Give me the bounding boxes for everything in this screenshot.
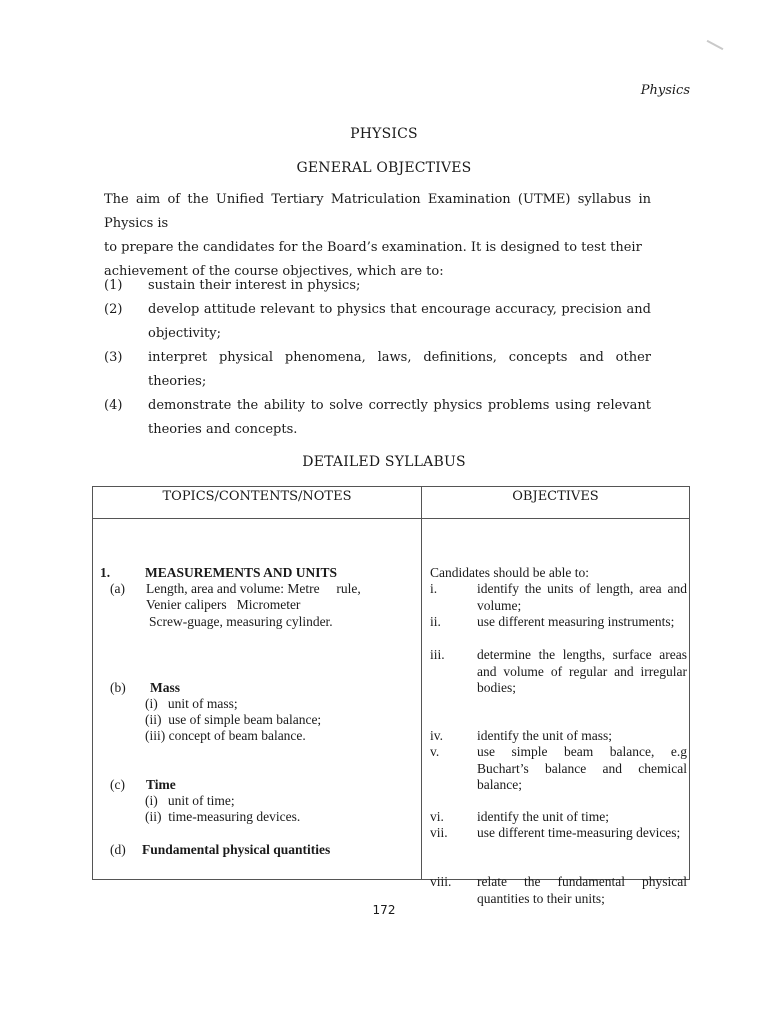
objective-text: relate the fundamental physical quantities to their units;: [477, 874, 687, 906]
objective-label: iii.: [430, 647, 445, 662]
sub-text: Screw-guage, measuring cylinder.: [149, 614, 333, 629]
objective-label: ii.: [430, 614, 441, 629]
intro-line: to prepare the candidates for the Board’s examination. It is designed to test their: [104, 240, 642, 255]
list-item: [104, 298, 651, 346]
list-item-number: (4): [104, 398, 123, 413]
sub-label-b: (b): [110, 680, 126, 695]
table-row: [93, 519, 690, 880]
sub-title: Time: [146, 777, 176, 792]
sub-text: (iii) concept of beam balance.: [145, 728, 306, 743]
page-corner-mark: [707, 40, 724, 50]
page-number: 172: [372, 903, 396, 917]
list-item-number: (1): [104, 278, 123, 293]
syllabus-table: [92, 486, 690, 906]
list-item-text: interpret physical phenomena, laws, definitions, concepts and other theories;: [148, 350, 651, 389]
sub-title: Fundamental physical quantities: [142, 842, 331, 857]
objective-text: identify the unit of mass;: [477, 728, 612, 743]
sub-text: (i) unit of mass;: [145, 696, 238, 711]
column-header-topics: TOPICS/CONTENTS/NOTES: [93, 487, 422, 519]
table-header-row: [93, 487, 690, 519]
objective-text: use simple beam balance, e.g Buchart’s balance and chemical balance;: [477, 744, 687, 792]
topic-number: 1.: [100, 565, 111, 580]
objectives-cell: [422, 519, 690, 906]
list-item-number: (3): [104, 350, 123, 365]
objective-text: use different time-measuring devices;: [477, 825, 681, 840]
list-item: [104, 394, 651, 442]
objective-text: use different measuring instruments;: [477, 614, 675, 629]
running-head: Physics: [640, 83, 690, 98]
sub-text: (ii) time-measuring devices.: [145, 809, 301, 824]
topic-title: MEASUREMENTS AND UNITS: [145, 565, 338, 580]
objective-label: vii.: [430, 825, 448, 840]
topics-cell: [93, 519, 422, 880]
list-item-text: develop attitude relevant to physics that encourage accuracy, precision and objectivity;: [148, 302, 651, 341]
list-item-number: (2): [104, 302, 123, 317]
objective-label: viii.: [430, 874, 452, 889]
list-item: [104, 346, 651, 394]
list-item-text: sustain their interest in physics;: [148, 278, 361, 293]
objectives-intro: Candidates should be able to:: [430, 565, 589, 580]
objective-text: determine the lengths, surface areas and volume of regular and irregular bodies;: [477, 647, 687, 695]
objective-text: identify the unit of time;: [477, 809, 609, 824]
sub-text: Venier calipers Micrometer: [146, 597, 301, 612]
detailed-syllabus-heading: DETAILED SYLLABUS: [302, 454, 466, 470]
sub-label-a: (a): [110, 581, 125, 596]
intro-paragraph: [104, 188, 651, 284]
list-item-text: demonstrate the ability to solve correctly physics problems using relevant theories and concepts.: [148, 398, 651, 437]
objective-label: iv.: [430, 728, 443, 743]
sub-label-d: (d): [110, 842, 126, 857]
sub-text: Length, area and volume: Metre rule,: [146, 581, 361, 596]
sub-text: (i) unit of time;: [145, 793, 235, 808]
subject-title: PHYSICS: [350, 126, 418, 142]
objective-label: vi.: [430, 809, 444, 824]
objective-label: i.: [430, 581, 438, 596]
sub-text: (ii) use of simple beam balance;: [145, 712, 322, 727]
objective-label: v.: [430, 744, 440, 759]
column-header-objectives: OBJECTIVES: [422, 487, 690, 519]
sub-label-c: (c): [110, 777, 125, 792]
general-objectives-heading: GENERAL OBJECTIVES: [296, 160, 472, 176]
intro-line: achievement of the course objectives, which are to:: [104, 264, 444, 279]
list-item: [104, 274, 651, 298]
sub-title: Mass: [150, 680, 180, 695]
intro-line: The aim of the Unified Tertiary Matriculation Examination (UTME) syllabus in Physics is: [104, 192, 651, 231]
objective-text: identify the units of length, area and volume;: [477, 581, 687, 613]
objectives-list: [104, 274, 651, 442]
